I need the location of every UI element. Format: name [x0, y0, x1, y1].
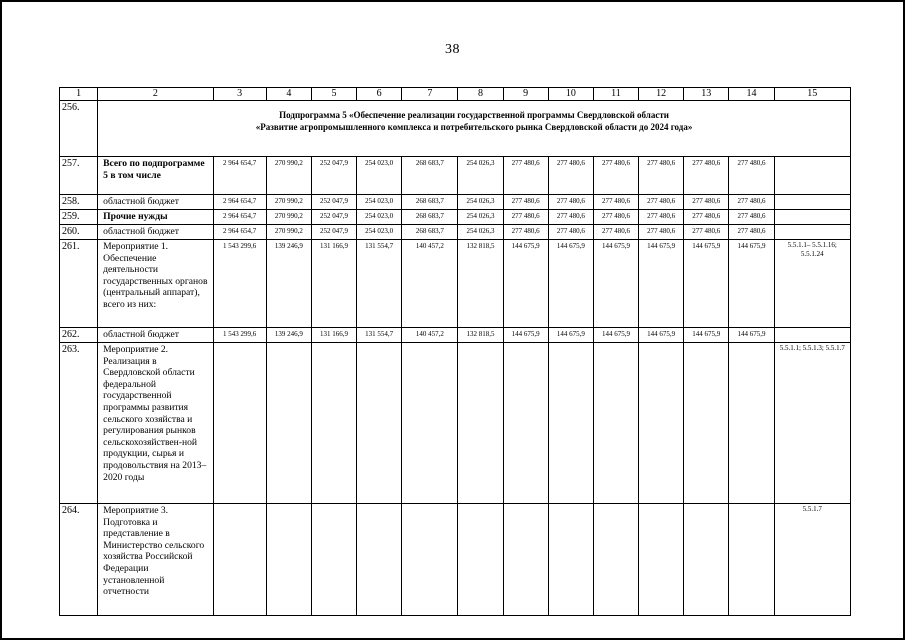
value-cell: 277 480,6	[684, 157, 729, 195]
value-cell: 277 480,6	[729, 157, 774, 195]
column-header: 5	[311, 88, 356, 101]
value-cell	[402, 343, 458, 504]
row-name: Мероприятие 3. Подготовка и представление в Министерство сельского хозяйства Российской Федерации установленной отчетности	[98, 504, 213, 616]
value-cell	[729, 343, 774, 504]
value-cell	[213, 343, 266, 504]
row-name: Прочие нужды	[98, 210, 213, 225]
value-cell	[593, 504, 638, 616]
value-cell	[503, 343, 548, 504]
value-cell: 277 480,6	[639, 195, 684, 210]
value-cell: 140 457,2	[402, 328, 458, 343]
value-cell: 144 675,9	[639, 240, 684, 328]
subprogram-title	[98, 101, 851, 157]
column-header: 12	[639, 88, 684, 101]
value-cell: 277 480,6	[639, 210, 684, 225]
column-number-row	[60, 88, 851, 101]
table-row	[60, 240, 851, 328]
value-cell: 144 675,9	[684, 328, 729, 343]
value-cell	[402, 504, 458, 616]
value-cell: 131 166,9	[311, 328, 356, 343]
column-header: 2	[98, 88, 213, 101]
value-cell: 144 675,9	[593, 240, 638, 328]
table-row	[60, 210, 851, 225]
value-cell: 277 480,6	[548, 210, 593, 225]
page-number: 38	[445, 42, 460, 57]
value-cell: 132 818,5	[458, 328, 503, 343]
target-ref-cell: 5.5.1.1; 5.5.1.3; 5.5.1.7	[774, 343, 850, 504]
subprogram-row	[60, 101, 851, 157]
value-cell: 254 023,0	[357, 210, 402, 225]
value-cell: 268 683,7	[402, 157, 458, 195]
column-header: 4	[266, 88, 311, 101]
value-cell: 252 047,9	[311, 157, 356, 195]
column-header: 8	[458, 88, 503, 101]
value-cell	[729, 504, 774, 616]
row-number: 257.	[60, 157, 98, 195]
column-header: 14	[729, 88, 774, 101]
table-row	[60, 225, 851, 240]
value-cell	[458, 504, 503, 616]
value-cell: 277 480,6	[729, 225, 774, 240]
value-cell: 270 990,2	[266, 225, 311, 240]
row-number: 256.	[60, 101, 98, 157]
value-cell	[639, 504, 684, 616]
table-row	[60, 328, 851, 343]
row-number: 261.	[60, 240, 98, 328]
value-cell: 131 554,7	[357, 328, 402, 343]
value-cell: 2 964 654,7	[213, 210, 266, 225]
column-header: 9	[503, 88, 548, 101]
value-cell: 144 675,9	[729, 328, 774, 343]
table-row	[60, 343, 851, 504]
value-cell: 277 480,6	[684, 210, 729, 225]
target-ref-cell	[774, 195, 850, 210]
value-cell: 254 023,0	[357, 157, 402, 195]
value-cell: 254 026,3	[458, 225, 503, 240]
value-cell: 131 166,9	[311, 240, 356, 328]
value-cell: 277 480,6	[503, 195, 548, 210]
value-cell	[266, 504, 311, 616]
value-cell: 277 480,6	[548, 195, 593, 210]
value-cell: 277 480,6	[548, 225, 593, 240]
column-header: 1	[60, 88, 98, 101]
value-cell	[503, 504, 548, 616]
value-cell: 131 554,7	[357, 240, 402, 328]
value-cell: 270 990,2	[266, 210, 311, 225]
value-cell	[684, 504, 729, 616]
target-ref-cell: 5.5.1.1– 5.5.1.16; 5.5.1.24	[774, 240, 850, 328]
budget-table	[59, 87, 851, 616]
value-cell: 132 818,5	[458, 240, 503, 328]
value-cell: 254 026,3	[458, 195, 503, 210]
value-cell	[548, 504, 593, 616]
value-cell: 277 480,6	[593, 195, 638, 210]
value-cell: 2 964 654,7	[213, 195, 266, 210]
value-cell: 268 683,7	[402, 195, 458, 210]
value-cell: 144 675,9	[593, 328, 638, 343]
value-cell	[357, 504, 402, 616]
value-cell: 277 480,6	[593, 210, 638, 225]
row-name: областной бюджет	[98, 195, 213, 210]
value-cell	[548, 343, 593, 504]
target-ref-cell	[774, 328, 850, 343]
value-cell: 144 675,9	[503, 328, 548, 343]
value-cell: 144 675,9	[548, 240, 593, 328]
value-cell: 2 964 654,7	[213, 157, 266, 195]
subprogram-title-line1: Подпрограмма 5 «Обеспечение реализации государственной программы Свердловской области	[279, 110, 669, 120]
value-cell: 252 047,9	[311, 225, 356, 240]
value-cell: 144 675,9	[684, 240, 729, 328]
row-name: областной бюджет	[98, 225, 213, 240]
target-ref-cell	[774, 157, 850, 195]
value-cell: 270 990,2	[266, 157, 311, 195]
value-cell: 1 543 299,6	[213, 240, 266, 328]
value-cell: 277 480,6	[639, 225, 684, 240]
value-cell: 270 990,2	[266, 195, 311, 210]
value-cell: 139 246,9	[266, 328, 311, 343]
value-cell: 254 026,3	[458, 157, 503, 195]
value-cell: 277 480,6	[684, 195, 729, 210]
value-cell: 277 480,6	[503, 225, 548, 240]
value-cell: 254 023,0	[357, 225, 402, 240]
value-cell: 277 480,6	[729, 210, 774, 225]
value-cell	[357, 343, 402, 504]
value-cell	[684, 343, 729, 504]
value-cell: 254 023,0	[357, 195, 402, 210]
column-header: 15	[774, 88, 850, 101]
value-cell	[593, 343, 638, 504]
value-cell: 277 480,6	[593, 157, 638, 195]
value-cell: 277 480,6	[503, 157, 548, 195]
value-cell: 144 675,9	[503, 240, 548, 328]
table-row	[60, 195, 851, 210]
row-number: 258.	[60, 195, 98, 210]
column-header: 6	[357, 88, 402, 101]
column-header: 7	[402, 88, 458, 101]
value-cell: 277 480,6	[729, 195, 774, 210]
value-cell: 277 480,6	[684, 225, 729, 240]
value-cell: 144 675,9	[729, 240, 774, 328]
row-number: 264.	[60, 504, 98, 616]
value-cell: 2 964 654,7	[213, 225, 266, 240]
target-ref-cell	[774, 225, 850, 240]
column-header: 3	[213, 88, 266, 101]
row-name: Мероприятие 1. Обеспечение деятельности государственных органов (центральный аппарат), всего из них:	[98, 240, 213, 328]
value-cell: 144 675,9	[548, 328, 593, 343]
value-cell	[213, 504, 266, 616]
value-cell: 139 246,9	[266, 240, 311, 328]
target-ref-cell	[774, 210, 850, 225]
row-name: областной бюджет	[98, 328, 213, 343]
row-number: 259.	[60, 210, 98, 225]
subprogram-title-line2: «Развитие агропромышленного комплекса и потребительского рынка Свердловской области до 2024 года»	[255, 122, 693, 132]
value-cell: 140 457,2	[402, 240, 458, 328]
value-cell	[266, 343, 311, 504]
value-cell: 254 026,3	[458, 210, 503, 225]
row-name: Мероприятие 2. Реализация в Свердловской области федеральной государственной программы развития сельского хозяйства и регулирования рынков сельскохозяйствен-ной продукции, сырья и продовольствия на 2013–2020 годы	[98, 343, 213, 504]
target-ref-cell: 5.5.1.7	[774, 504, 850, 616]
table-row	[60, 504, 851, 616]
column-header: 13	[684, 88, 729, 101]
value-cell: 144 675,9	[639, 328, 684, 343]
value-cell	[639, 343, 684, 504]
value-cell: 277 480,6	[593, 225, 638, 240]
value-cell	[311, 343, 356, 504]
value-cell: 268 683,7	[402, 210, 458, 225]
row-name: Всего по подпрограмме 5 в том числе	[98, 157, 213, 195]
row-number: 262.	[60, 328, 98, 343]
value-cell	[458, 343, 503, 504]
table-row	[60, 157, 851, 195]
value-cell	[311, 504, 356, 616]
value-cell: 277 480,6	[503, 210, 548, 225]
value-cell: 277 480,6	[548, 157, 593, 195]
value-cell: 252 047,9	[311, 210, 356, 225]
column-header: 11	[593, 88, 638, 101]
value-cell: 268 683,7	[402, 225, 458, 240]
value-cell: 252 047,9	[311, 195, 356, 210]
value-cell: 277 480,6	[639, 157, 684, 195]
column-header: 10	[548, 88, 593, 101]
row-number: 263.	[60, 343, 98, 504]
row-number: 260.	[60, 225, 98, 240]
value-cell: 1 543 299,6	[213, 328, 266, 343]
